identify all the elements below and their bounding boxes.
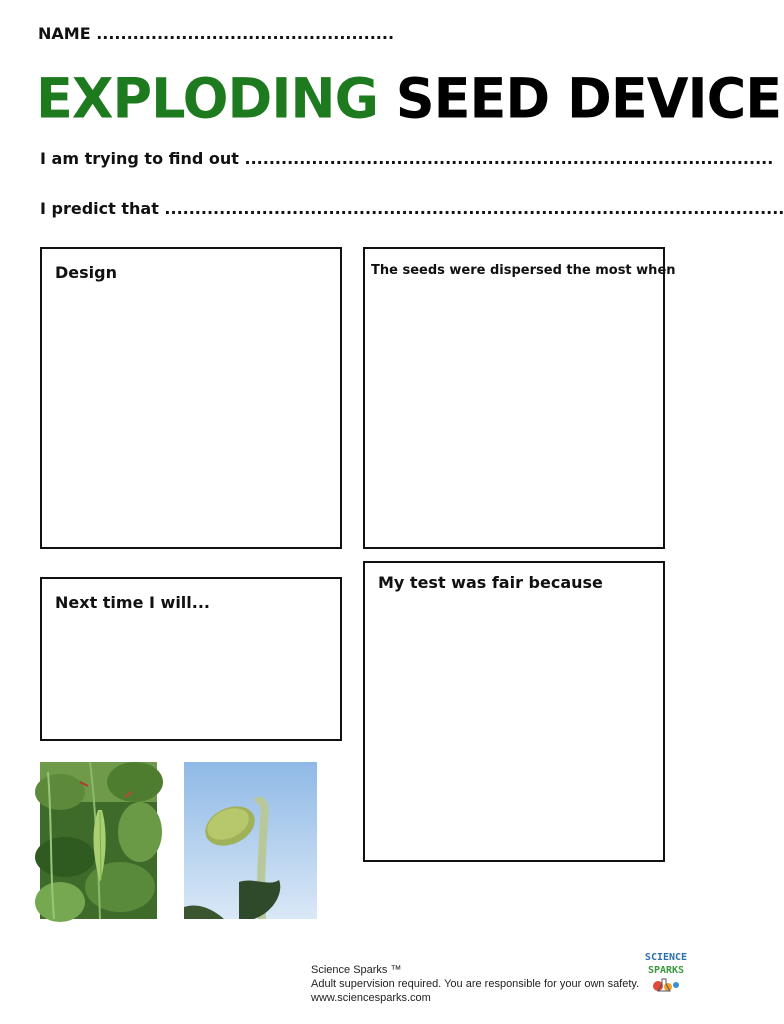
title-exploding: EXPLODING — [36, 66, 378, 131]
fair-test-box — [363, 561, 665, 862]
seed-pod-photo — [184, 762, 317, 919]
logo-line-2: SPARKS — [647, 965, 685, 976]
footer-brand: Science Sparks ™ — [311, 964, 402, 976]
flask-icon — [638, 976, 694, 994]
pea-pod-photo — [40, 762, 157, 919]
dispersed-box — [363, 247, 676, 549]
name-field-label: NAME ................................................. — [38, 24, 395, 43]
science-sparks-logo — [638, 952, 694, 1000]
footer-url[interactable]: www.sciencesparks.com — [311, 992, 431, 1004]
predict-prompt: I predict that ...................................................................................................... — [40, 199, 784, 218]
next-time-box — [40, 577, 342, 741]
footer-warning: Adult supervision required. You are responsible for your own safety. — [311, 978, 640, 990]
title-seed-device: SEED DEVICE — [395, 66, 782, 131]
dispersed-label: The seeds were dispersed the most when — [371, 263, 676, 278]
logo-line-1: SCIENCE — [644, 952, 688, 963]
worksheet-title — [36, 65, 781, 132]
find-out-prompt: I am trying to find out ....................................................................................... — [40, 149, 774, 168]
fair-test-label: My test was fair because — [378, 573, 603, 592]
design-label: Design — [55, 263, 117, 282]
design-box — [40, 247, 342, 549]
next-time-label: Next time I will... — [55, 593, 210, 612]
